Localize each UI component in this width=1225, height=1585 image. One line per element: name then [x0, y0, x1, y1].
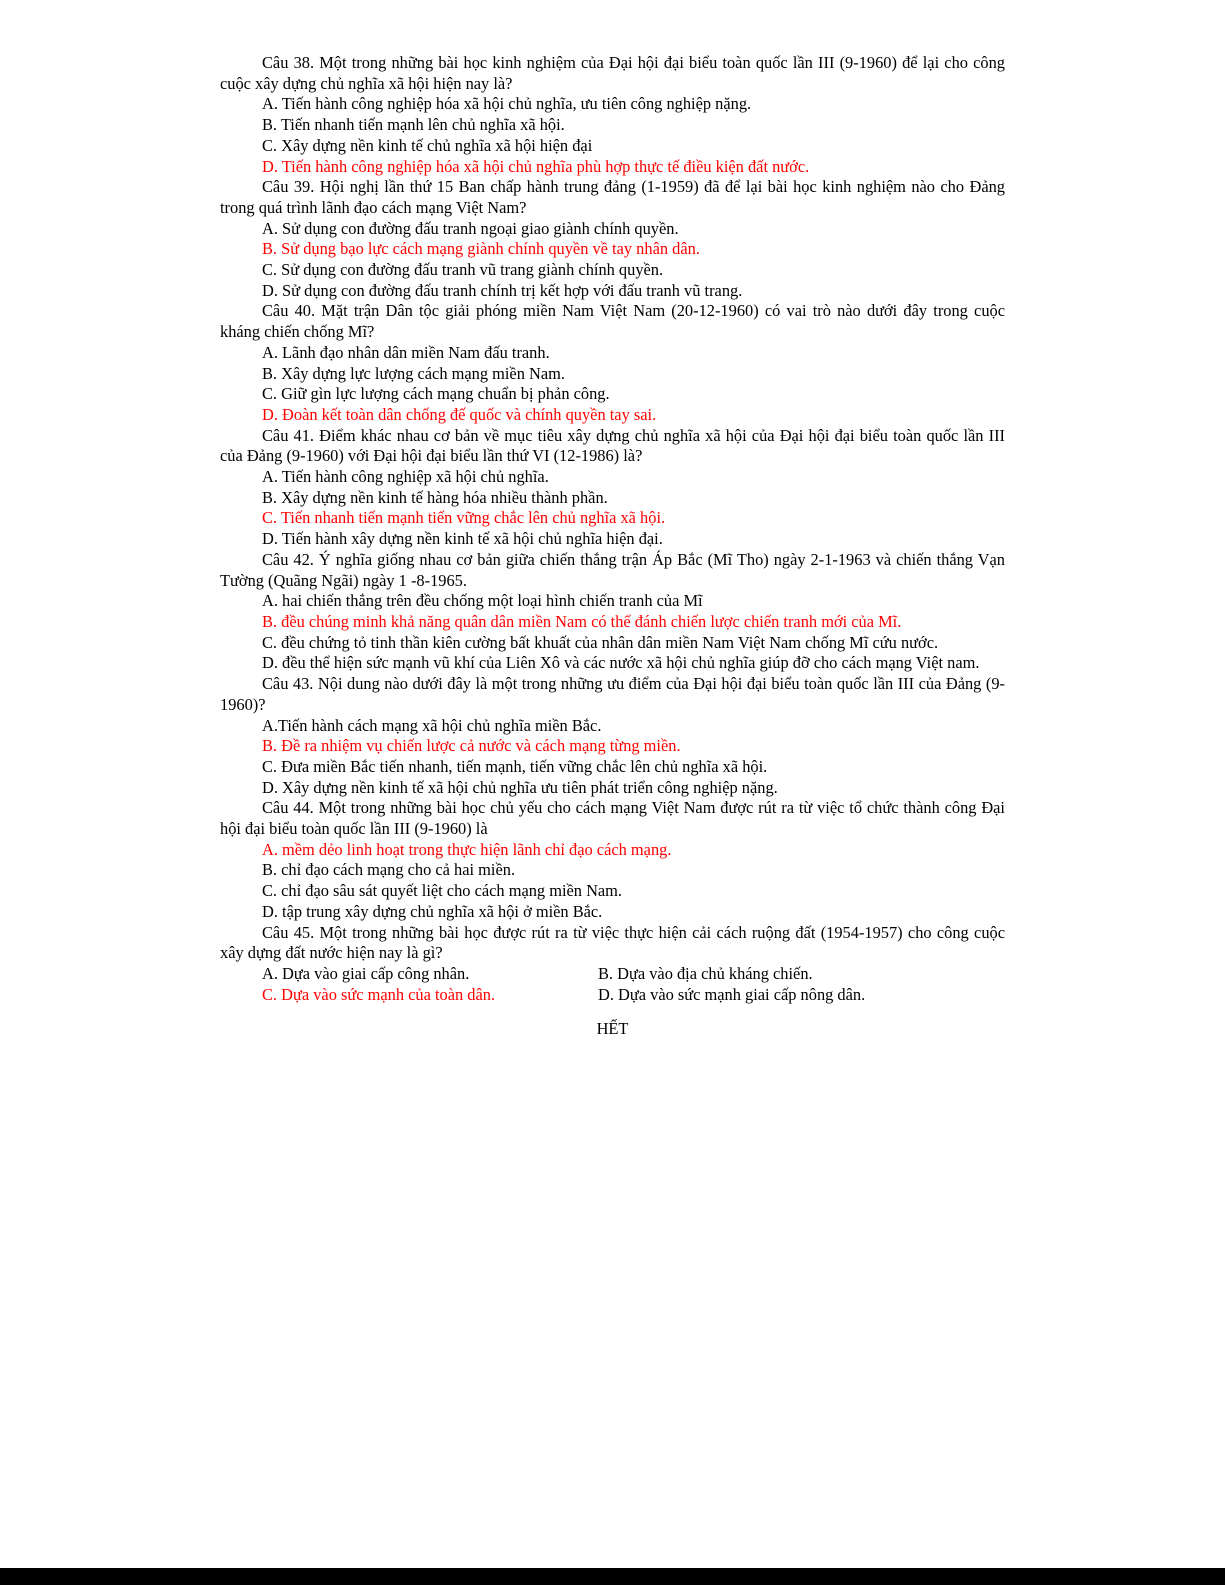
- question-block: [220, 301, 1005, 425]
- correct-answer-option: B. Sử dụng bạo lực cách mạng giành chính quyền về tay nhân dân.: [262, 239, 700, 259]
- answer-option: D. đều thể hiện sức mạnh vũ khí của Liên Xô và các nước xã hội chủ nghĩa giúp đỡ cho cách mạng Việt nam.: [262, 653, 980, 673]
- answer-option: A. Tiến hành công nghiệp xã hội chủ nghĩa.: [262, 467, 549, 487]
- question-text: Câu 38. Một trong những bài học kinh nghiệm của Đại hội đại biểu toàn quốc lần III (9-1960) để lại cho công cuộc xây dựng chủ nghĩa xã hội hiện nay là?: [220, 53, 1005, 93]
- question-text: Câu 40. Mặt trận Dân tộc giải phóng miền Nam Việt Nam (20-12-1960) có vai trò nào dưới đây trong cuộc kháng chiến chống Mĩ?: [220, 301, 1005, 342]
- correct-answer-option: B. Đề ra nhiệm vụ chiến lược cả nước và cách mạng từng miền.: [262, 736, 681, 756]
- answer-option: C. Đưa miền Bắc tiến nhanh, tiến mạnh, tiến vững chắc lên chủ nghĩa xã hội.: [262, 756, 768, 776]
- answer-option: D. Tiến hành xây dựng nền kinh tế xã hội chủ nghĩa hiện đại.: [262, 529, 663, 549]
- answer-option: B. Xây dựng lực lượng cách mạng miền Nam.: [262, 363, 565, 383]
- correct-answer-option: C. Dựa vào sức mạnh của toàn dân.: [262, 984, 496, 1004]
- answer-option: B. Xây dựng nền kinh tế hàng hóa nhiều thành phần.: [262, 487, 608, 507]
- page-bottom-border: [0, 1568, 1225, 1585]
- question-text: Câu 45. Một trong những bài học được rút ra từ việc thực hiện cải cách ruộng đất (1954-1957) cho công cuộc xây dựng đất nước hiện nay là gì?: [220, 922, 1005, 963]
- answer-option: B. Tiến nhanh tiến mạnh lên chủ nghĩa xã hội.: [262, 115, 565, 135]
- answer-option: D. tập trung xây dựng chủ nghĩa xã hội ở miền Bắc.: [262, 901, 603, 921]
- answer-option: D. Dựa vào sức mạnh giai cấp nông dân.: [598, 984, 866, 1004]
- answer-option: A. Sử dụng con đường đấu tranh ngoại giao giành chính quyền.: [262, 218, 679, 238]
- answer-option: C. chỉ đạo sâu sát quyết liệt cho cách mạng miền Nam.: [262, 881, 623, 901]
- question-block: [220, 923, 1005, 1006]
- answer-option: D. Xây dựng nền kinh tế xã hội chủ nghĩa ưu tiên phát triển công nghiệp nặng.: [262, 777, 778, 797]
- correct-answer-option: A. mềm dẻo linh hoạt trong thực hiện lãnh chỉ đạo cách mạng.: [262, 839, 672, 859]
- exam-page: [220, 53, 1005, 1040]
- question-block: [220, 53, 1005, 177]
- question-text: Câu 39. Hội nghị lần thứ 15 Ban chấp hành trung đảng (1-1959) đã để lại bài học kinh nghiệm nào cho Đảng trong quá trình lãnh đạo cách mạng Việt Nam?: [220, 177, 1005, 217]
- question-block: [220, 550, 1005, 674]
- answer-option: C. Sử dụng con đường đấu tranh vũ trang giành chính quyền.: [262, 260, 664, 280]
- question-block: [220, 426, 1005, 550]
- correct-answer-option: C. Tiến nhanh tiến mạnh tiến vững chắc lên chủ nghĩa xã hội.: [262, 508, 666, 528]
- question-text: Câu 41. Điểm khác nhau cơ bản về mục tiêu xây dựng chủ nghĩa xã hội của Đại hội đại biểu toàn quốc lần III của Đảng (9-1960) với Đại hội đại biểu lần thứ VI (12-1986) là?: [220, 425, 1005, 466]
- question-block: [220, 798, 1005, 922]
- answer-row: [262, 964, 1005, 985]
- answer-option: A.Tiến hành cách mạng xã hội chủ nghĩa miền Bắc.: [262, 715, 602, 735]
- answer-option: A. hai chiến thắng trên đều chống một loại hình chiến tranh của Mĩ: [262, 591, 703, 611]
- answer-row: [262, 985, 1005, 1006]
- correct-answer-option: D. Tiến hành công nghiệp hóa xã hội chủ nghĩa phù hợp thực tế điều kiện đất nước.: [262, 156, 810, 176]
- question-text: Câu 43. Nội dung nào dưới đây là một trong những ưu điểm của Đại hội đại biểu toàn quốc lần III của Đảng (9-1960)?: [220, 674, 1005, 714]
- correct-answer-option: D. Đoàn kết toàn dân chống đế quốc và chính quyền tay sai.: [262, 404, 657, 424]
- answer-option: B. chỉ đạo cách mạng cho cả hai miền.: [262, 860, 516, 880]
- answer-option: C. đều chứng tỏ tinh thần kiên cường bất khuất của nhân dân miền Nam Việt Nam chống Mĩ cứu nước.: [262, 632, 939, 652]
- end-mark: HẾT: [596, 1019, 629, 1039]
- answer-option: A. Dựa vào giai cấp công nhân.: [262, 963, 470, 983]
- question-block: [220, 177, 1005, 301]
- answer-option: C. Giữ gìn lực lượng cách mạng chuẩn bị phản công.: [262, 384, 610, 404]
- correct-answer-option: B. đều chúng minh khả năng quân dân miền Nam có thể đánh chiến lược chiến tranh mới của Mĩ.: [262, 611, 902, 631]
- answer-option: A. Tiến hành công nghiệp hóa xã hội chủ nghĩa, ưu tiên công nghiệp nặng.: [262, 94, 752, 114]
- question-text: Câu 42. Ý nghĩa giống nhau cơ bản giữa chiến thắng trận Áp Bắc (Mĩ Tho) ngày 2-1-1963 và chiến thắng Vạn Tường (Quãng Ngãi) ngày 1 -8-1965.: [220, 549, 1005, 590]
- answer-option: B. Dựa vào địa chủ kháng chiến.: [598, 963, 813, 983]
- answer-option: A. Lãnh đạo nhân dân miền Nam đấu tranh.: [262, 342, 550, 362]
- answer-option: D. Sử dụng con đường đấu tranh chính trị kết hợp với đấu tranh vũ trang.: [262, 280, 743, 300]
- question-block: [220, 674, 1005, 798]
- question-text: Câu 44. Một trong những bài học chủ yếu cho cách mạng Việt Nam được rút ra từ việc tổ chức thành công Đại hội đại biểu toàn quốc lần III (9-1960) là: [220, 798, 1005, 839]
- answer-option: C. Xây dựng nền kinh tế chủ nghĩa xã hội hiện đại: [262, 135, 593, 155]
